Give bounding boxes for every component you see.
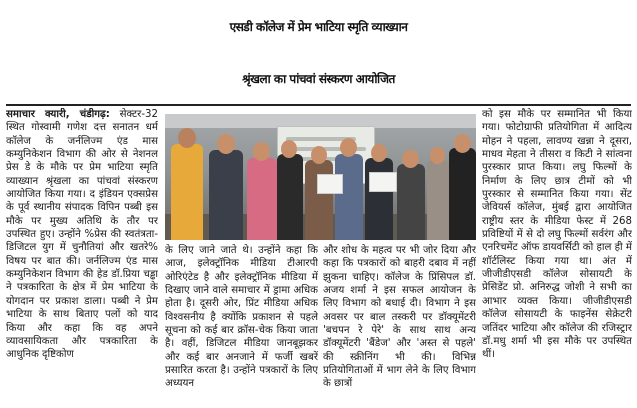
event-photo [165,114,476,240]
article-column-1 [6,108,158,404]
column-2-text: के लिए जाने जाते थे। उन्होंने कहा कि आज, इलेक्ट्रॉनिक मीडिया टीआरपी ओरिएंटेड है और इलेक्ट्रॉनिक मीडिया में दिखाए जाने वाले समाचार में ड्रामा अधिक होता है। दूसरी ओर, प्रिंट मीडिया अधिक विश्वसनीय है क्योंकि प्रकाशन से पहले सूचना को कई बार क्रॉस-चेक किया जाता है। वहीं, डिजिटल मीडिया जानबूझकर और कई बार अनजाने में फर्जी खबरें प्रसारित करता है। उन्होंने पत्रकारों के लिए अध्ययन [165,245,318,390]
dateline: समाचार क्यारी, चंडीगढ़: [6,109,110,120]
headline-line-2: श्रृंखला का पांचवां संस्करण आयोजित [242,72,395,86]
column-4-text: को इस मौके पर सम्मानित भी किया गया। फोटोग्राफी प्रतियोगिता में आदित्य मोहन ने पहला, लावण्य खन्ना ने दूसरा, माधव मेहता ने तीसरा व किटी ने सांत्वना पुरस्कार प्राप्त किया। लघु फिल्मों के निर्माण के लिए छात्र टीमों को भी पुरस्कार से सम्मानित किया गया। सेंट जेवियर्स कॉलेज, मुंबई द्वारा आयोजित राष्ट्रीय स्तर के मीडिया फेस्ट में 268 प्रविष्टियों में से दो लघु फिल्मों सर्वरंग और एनरिचमेंट ऑफ डायवर्सिटी को हाल ही में शॉर्टलिस्ट किया गया था। अंत में जीजीडीएसडी कॉलेज सोसायटी के प्रेसिडेंट प्रो. अनिरुद्ध जोशी ने सभी का आभार व्यक्त किया। जीजीडीएसडी कॉलेज सोसायटी के फाइनेंस सेक्रेटरी जतिंदर भाटिया और कॉलेज की रजिस्ट्रार डॉ.मधु शर्मा भी इस मौके पर उपस्थित थीं। [482,109,632,361]
headline-divider [6,104,631,106]
certificate-1 [317,174,343,194]
article-column-4 [482,108,632,404]
article-column-3 [323,244,476,404]
column-3-text: और शोध के महत्व पर भी जोर दिया और कहा कि पत्रकारों को बाहरी दबाव में नहीं झुकना चाहिए। कॉलेज के प्रिंसिपल डॉ. अजय शर्मा ने इस सफल आयोजन के लिए विभाग को बधाई दी। विभाग ने इस अवसर पर बाल तस्करी पर डॉक्यूमेंटरी 'बचपन रे पेरे' के साथ साथ अन्य डॉक्यूमेंटरी 'बैंडेज' और 'अस्त से पहले' की स्क्रीनिंग भी की। विभिन्न प्रतियोगिताओं में भाग लेने के लिए विभाग के छात्रों [323,245,476,390]
column-1-text: सेक्टर-32 स्थित गोस्वामी गणेश दत्त सनातन धर्म कॉलेज के जर्नलिज्म एंड मास कम्युनिकेशन विभाग की ओर से नेशनल प्रेस डे के मौके पर प्रेम भाटिया स्मृति व्याख्यान श्रृंखला का पांचवां संस्करण आयोजित किया गया। द इंडियन एक्सप्रेस के पूर्व स्थानीय संपादक विपिन पब्बी इस मौके पर मुख्य अतिथि के तौर पर उपस्थित हुए। उन्होंने %प्रेस की स्वतंत्रता-डिजिटल युग में चुनौतियां और खतरे% विषय पर बात की। जर्नलिज्म एंड मास कम्युनिकेशन विभाग की हेड डॉ.प्रिया चड्ढा ने पत्रकारिता के क्षेत्र में प्रेम भाटिया के योगदान पर प्रकाश डाला। पब्बी ने प्रेम भाटिया के साथ बिताए पलों को याद किया और कहा कि वह अपने व्यावसायिकता और पत्रकारिता के आधुनिक दृष्टिकोण [6,109,158,361]
headline-line-1: एसडी कॉलेज में प्रेम भाटिया स्मृति व्याख्यान [229,20,408,34]
certificate-2 [369,172,397,192]
article-column-2 [165,244,318,404]
